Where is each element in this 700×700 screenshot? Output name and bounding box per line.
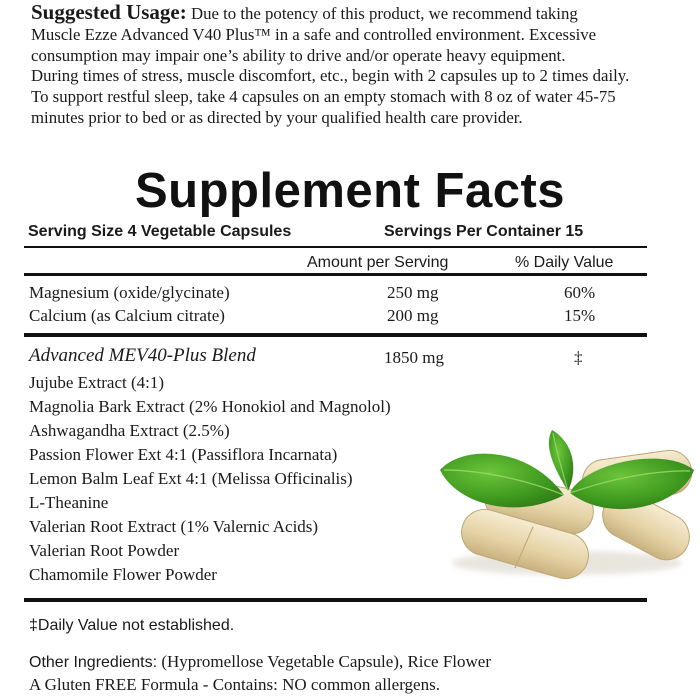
ingredient-item: Valerian Root Powder <box>29 541 180 560</box>
ingredient-item: Jujube Extract (4:1) <box>29 373 165 392</box>
capsules-and-leaves-image <box>432 425 700 585</box>
ingredient-item: L-Theanine <box>29 493 109 512</box>
blend-daily-value: ‡ <box>574 348 583 367</box>
nutrient-amount: 250 mg <box>387 283 439 302</box>
ingredient-item: Ashwagandha Extract (2.5%) <box>29 421 230 440</box>
nutrient-name: Magnesium (oxide/glycinate) <box>29 283 230 302</box>
daily-value-footnote: ‡Daily Value not established. <box>29 617 235 634</box>
supplement-facts-title: Supplement Facts <box>134 164 566 218</box>
usage-line: Muscle Ezze Advanced V40 Plus™ in a safe and controlled environment. Excessive <box>31 24 597 44</box>
divider-thick <box>24 598 647 602</box>
blend-name: Advanced MEV40-Plus Blend <box>29 345 256 366</box>
ingredient-item: Lemon Balm Leaf Ext 4:1 (Melissa Officinalis) <box>29 469 353 488</box>
usage-line: minutes prior to bed or as directed by your qualified health care provider. <box>31 107 523 127</box>
nutrient-name: Calcium (as Calcium citrate) <box>29 306 225 325</box>
blend-amount: 1850 mg <box>384 348 444 367</box>
divider-thin <box>24 246 647 248</box>
suggested-usage-heading: Suggested Usage: <box>31 0 187 24</box>
other-ingredients-label: Other Ingredients: <box>29 654 158 671</box>
divider-thick <box>24 333 647 337</box>
column-header-daily-value: % Daily Value <box>515 254 614 271</box>
column-header-amount: Amount per Serving <box>307 254 449 271</box>
suggested-usage-text <box>31 2 671 129</box>
nutrient-daily-value: 15% <box>564 306 596 325</box>
usage-line: consumption may impair one’s ability to drive and/or operate heavy equipment. <box>31 45 566 65</box>
nutrient-amount: 200 mg <box>387 306 439 325</box>
ingredient-item: Chamomile Flower Powder <box>29 565 217 584</box>
usage-line: During times of stress, muscle discomfort, etc., begin with 2 capsules up to 2 times daily. <box>31 66 630 86</box>
leaf-icon <box>440 454 564 508</box>
ingredient-item: Magnolia Bark Extract (2% Honokiol and Magnolol) <box>29 397 391 416</box>
other-ingredients <box>29 652 491 672</box>
divider-thick <box>24 273 647 276</box>
serving-size: Serving Size 4 Vegetable Capsules <box>28 223 292 240</box>
allergen-statement: A Gluten FREE Formula - Contains: NO common allergens. <box>29 675 440 694</box>
other-ingredients-text: (Hypromellose Vegetable Capsule), Rice Flower <box>157 652 492 671</box>
ingredient-item: Valerian Root Extract (1% Valernic Acids) <box>29 517 319 536</box>
nutrient-daily-value: 60% <box>564 283 596 302</box>
servings-per-container: Servings Per Container 15 <box>384 223 584 240</box>
usage-line: To support restful sleep, take 4 capsules on an empty stomach with 8 oz of water 45-75 <box>31 87 616 107</box>
ingredient-item: Passion Flower Ext 4:1 (Passiflora Incarnata) <box>29 445 338 464</box>
usage-line: Due to the potency of this product, we recommend taking <box>186 4 578 23</box>
